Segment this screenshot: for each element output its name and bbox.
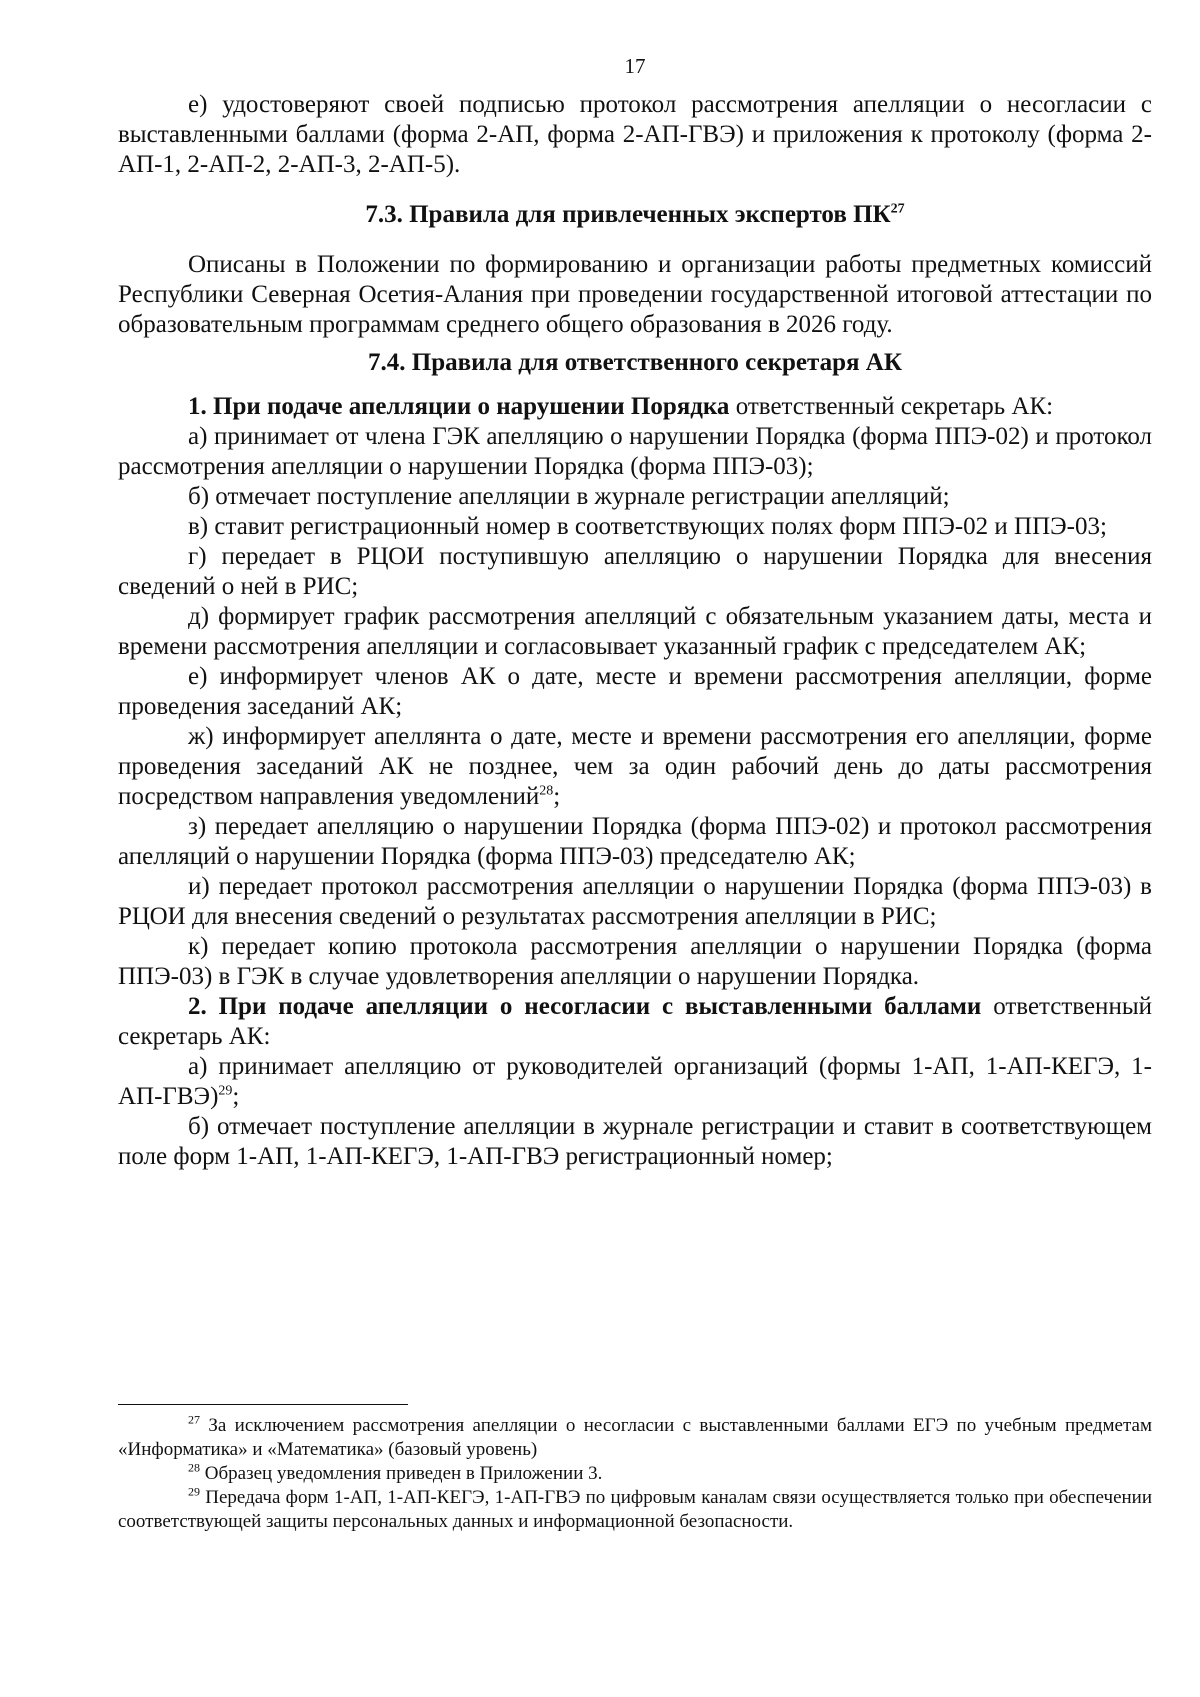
item1-z: з) передает апелляцию о нарушении Порядка (форма ППЭ-02) и протокол рассмотрения апелляций о нарушении Порядка (форма ППЭ-03) председателю АК; [118, 813, 1152, 870]
item1-b: б) отмечает поступление апелляции в журнале регистрации апелляций; [188, 483, 950, 510]
item1-g: г) передает в РЦОИ поступившую апелляцию о нарушении Порядка для внесения сведений о ней в РИС; [118, 543, 1152, 600]
section-7-3-heading-text: 7.3. Правила для привлеченных экспертов ПК [365, 201, 891, 228]
footnote-separator [118, 1404, 408, 1405]
item1-zh [118, 722, 1152, 812]
item1-zh-end: ; [553, 783, 561, 810]
item1-v: в) ставит регистрационный номер в соответствующих полях форм ППЭ-02 и ППЭ-03; [188, 513, 1107, 540]
item1-k: к) передает копию протокола рассмотрения апелляции о нарушении Порядка (форма ППЭ-03) в ГЭК в случае удовлетворения апелляции о нарушении Порядка. [118, 933, 1152, 990]
item1-e: е) информирует членов АК о дате, месте и времени рассмотрения апелляции, форме проведения заседаний АК; [118, 663, 1152, 720]
item2-b: б) отмечает поступление апелляции в журнале регистрации и ставит в соответствующем поле форм 1-АП, 1-АП-КЕГЭ, 1-АП-ГВЭ регистрационный номер; [118, 1113, 1152, 1170]
footnote-number: 29 [188, 1484, 200, 1499]
footnote-text: За исключением рассмотрения апелляции о несогласии с выставленными баллами ЕГЭ по учебным предметам «Информатика» и «Математика» (базовый уровень) [118, 1415, 1152, 1460]
section-7-3-heading [118, 200, 1152, 230]
item2-lead-bold: 2. При подаче апелляции о несогласии с выставленными баллами [188, 993, 982, 1020]
page-number: 17 [624, 54, 646, 78]
item1-lead-bold: 1. При подаче апелляции о нарушении Порядка [188, 393, 730, 420]
footnotes [118, 1414, 1152, 1534]
footnote-28 [118, 1462, 1152, 1486]
section-7-4-heading: 7.4. Правила для ответственного секретаря АК [368, 349, 902, 376]
item1-i: и) передает протокол рассмотрения апелляции о нарушении Порядка (форма ППЭ-03) в РЦОИ для внесения сведений о результатах рассмотрения апелляции в РИС; [118, 873, 1152, 930]
item1-a: а) принимает от члена ГЭК апелляцию о нарушении Порядка (форма ППЭ-02) и протокол рассмотрения апелляции о нарушении Порядка (форма ППЭ-03); [118, 423, 1152, 480]
section-7-3-text: Описаны в Положении по формированию и организации работы предметных комиссий Республики Северная Осетия-Алания при проведении государственной итоговой аттестации по образовательным программам среднего общего образования в 2026 году. [118, 251, 1152, 338]
item2-a [118, 1052, 1152, 1112]
footnote-number: 27 [188, 1412, 200, 1427]
footnote-text: Передача форм 1-АП, 1-АП-КЕГЭ, 1-АП-ГВЭ по цифровым каналам связи осуществляется только при обеспечении соответствующей защиты персональных данных и информационной безопасности. [118, 1487, 1152, 1532]
item2-lead [118, 992, 1152, 1052]
footnote-number: 28 [188, 1460, 200, 1475]
item2-a-text: а) принимает апелляцию от руководителей организаций (формы 1-АП, 1-АП-КЕГЭ, 1-АП-ГВЭ) [118, 1053, 1152, 1110]
item2-lead-rest: ответственный секретарь АК: [118, 993, 1152, 1050]
footnote-text: Образец уведомления приведен в Приложении 3. [200, 1463, 603, 1484]
item1-lead-rest: ответственный секретарь АК: [729, 393, 1054, 420]
item1-zh-text: ж) информирует апеллянта о дате, месте и времени рассмотрения его апелляции, форме проведения заседаний АК не позднее, чем за один рабочий день до даты рассмотрения посредством направления уведомлений [118, 723, 1152, 810]
footnote-ref-29: 29 [218, 1083, 233, 1099]
item1-lead [118, 392, 1152, 422]
item2-a-end: ; [232, 1083, 240, 1110]
footnote-ref-28: 28 [539, 783, 554, 799]
footnote-27 [118, 1414, 1152, 1462]
item1-d: д) формирует график рассмотрения апелляций с обязательным указанием даты, места и времени рассмотрения апелляции и согласовывает указанный график с председателем АК; [118, 603, 1152, 660]
intro-paragraph: е) удостоверяют своей подписью протокол рассмотрения апелляции о несогласии с выставленными баллами (форма 2-АП, форма 2-АП-ГВЭ) и приложения к протоколу (форма 2-АП-1, 2-АП-2, 2-АП-3, 2-АП-5). [118, 91, 1152, 178]
footnote-ref-27: 27 [890, 201, 905, 217]
document-page [118, 52, 1152, 1172]
footnote-29 [118, 1486, 1152, 1534]
